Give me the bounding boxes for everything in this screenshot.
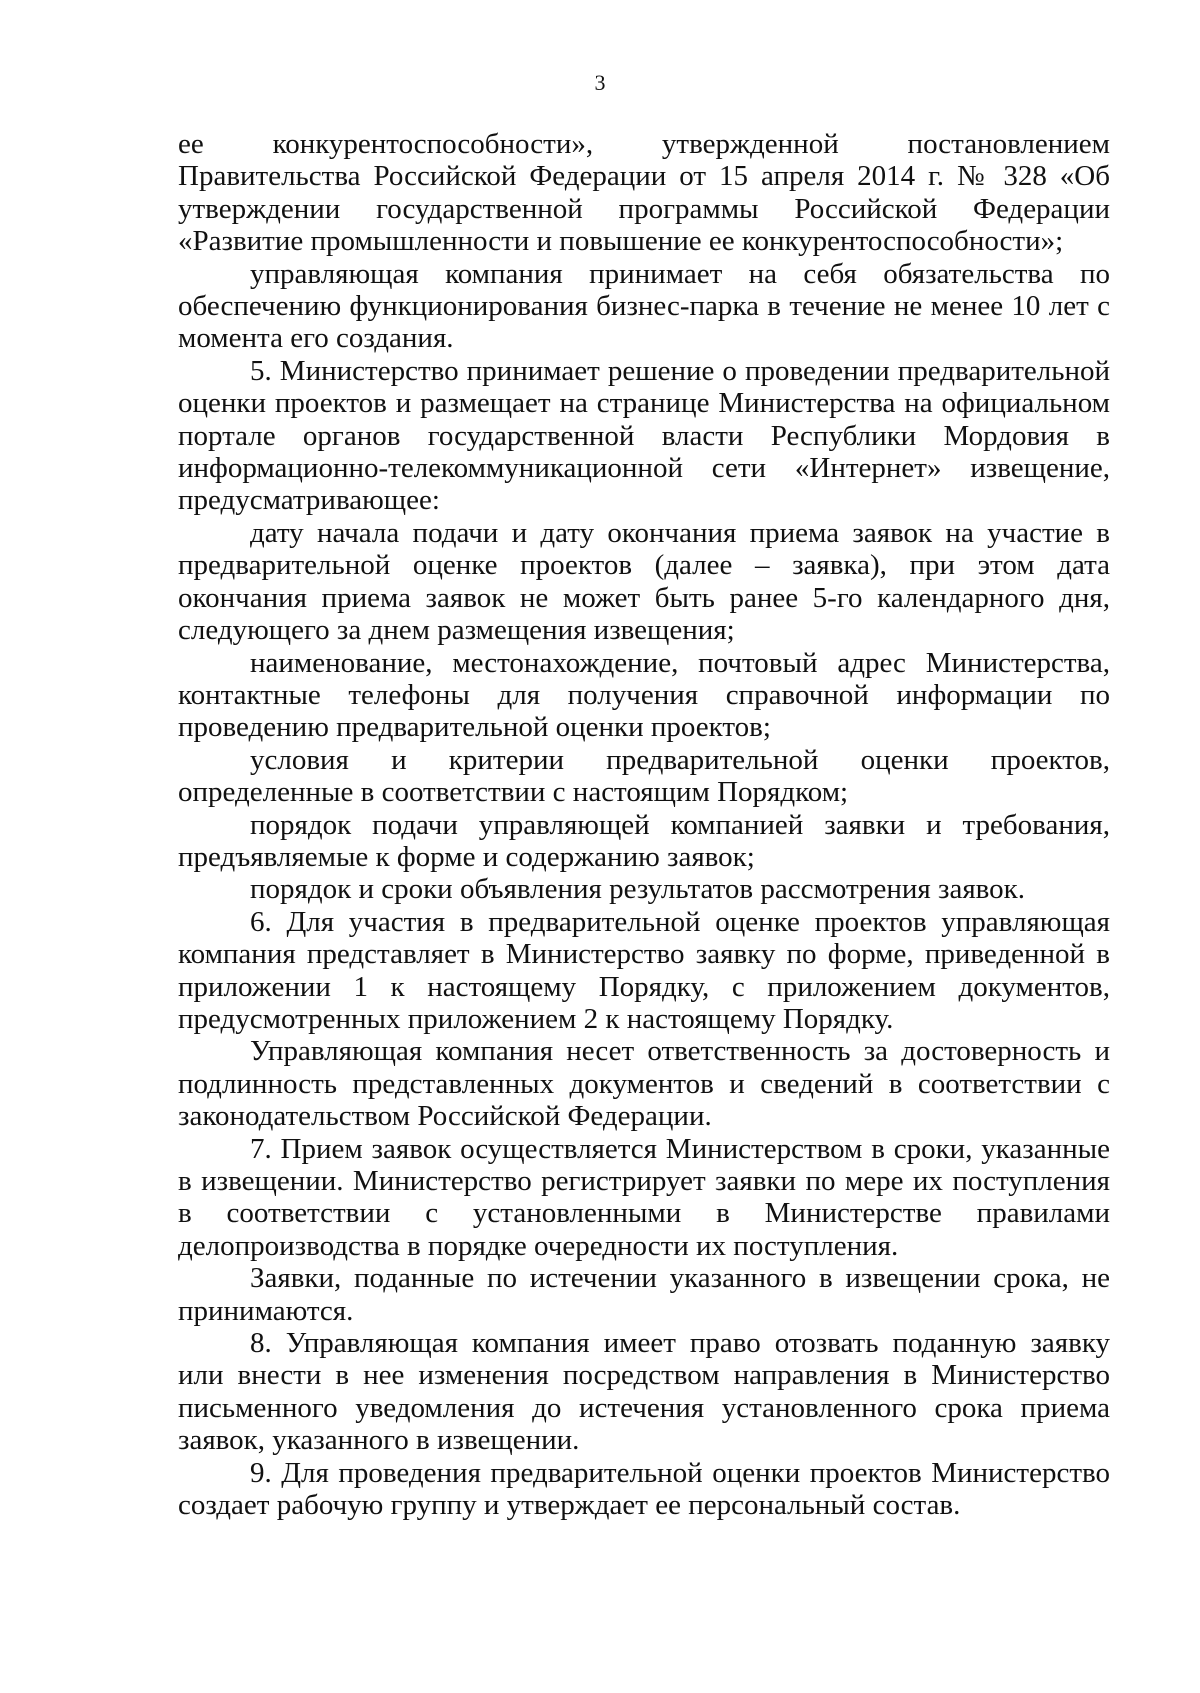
- paragraph-responsibility: Управляющая компания несет ответственность за достоверность и подлинность представленных документов и сведений в соответствии с законодательством Российской Федерации.: [178, 1035, 1110, 1133]
- paragraph-submission-procedure: порядок подачи управляющей компанией заявки и требования, предъявляемые к форме и содержанию заявок;: [178, 808, 1110, 873]
- document-body: [178, 128, 1110, 1521]
- paragraph-management-obligations: управляющая компания принимает на себя обязательства по обеспечению функционирования бизнес-парка в течение не менее 10 лет с момента его создания.: [178, 257, 1110, 355]
- paragraph-item-5: 5. Министерство принимает решение о проведении предварительной оценки проектов и размещает на странице Министерства на официальном портале органов государственной власти Республики Мордовия в информационно-телекоммуникационной сети «Интернет» извещение, предусматривающее:: [178, 354, 1110, 517]
- paragraph-item-6: 6. Для участия в предварительной оценке проектов управляющая компания представляет в Министерство заявку по форме, приведенной в приложении 1 к настоящему Порядку, с приложением документов, предусмотренных приложением 2 к настоящему Порядку.: [178, 905, 1110, 1035]
- paragraph-results-announcement: порядок и сроки объявления результатов рассмотрения заявок.: [250, 873, 1025, 906]
- paragraph-continuation: ее конкурентоспособности», утвержденной постановлением Правительства Российской Федерации от 15 апреля 2014 г. № 328 «Об утверждении государственной программы Российской Федерации «Развитие промышленности и повышение ее конкурентоспособности»;: [178, 128, 1110, 258]
- paragraph-item-7: 7. Прием заявок осуществляется Министерством в сроки, указанные в извещении. Министерство регистрирует заявки по мере их поступления в соответствии с установленными в Министерстве правилами делопроизводства в порядке очередности их поступления.: [178, 1132, 1110, 1262]
- paragraph-application-dates: дату начала подачи и дату окончания приема заявок на участие в предварительной оценке проектов (далее – заявка), при этом дата окончания приема заявок не может быть ранее 5-го календарного дня, следующего за днем размещения извещения;: [178, 516, 1110, 647]
- paragraph-item-8: 8. Управляющая компания имеет право отозвать поданную заявку или внести в нее изменения посредством направления в Министерство письменного уведомления до истечения установленного срока приема заявок, указанного в извещении.: [178, 1327, 1110, 1457]
- paragraph-ministry-contacts: наименование, местонахождение, почтовый адрес Министерства, контактные телефоны для получения справочной информации по проведению предварительной оценки проектов;: [178, 646, 1110, 744]
- paragraph-evaluation-criteria: условия и критерии предварительной оценки проектов, определенные в соответствии с настоящим Порядком;: [178, 743, 1110, 809]
- paragraph-late-applications: Заявки, поданные по истечении указанного в извещении срока, не принимаются.: [178, 1262, 1110, 1327]
- page-number: 3: [594, 70, 606, 95]
- paragraph-item-9: 9. Для проведения предварительной оценки проектов Министерство создает рабочую группу и утверждает ее персональный состав.: [178, 1456, 1110, 1522]
